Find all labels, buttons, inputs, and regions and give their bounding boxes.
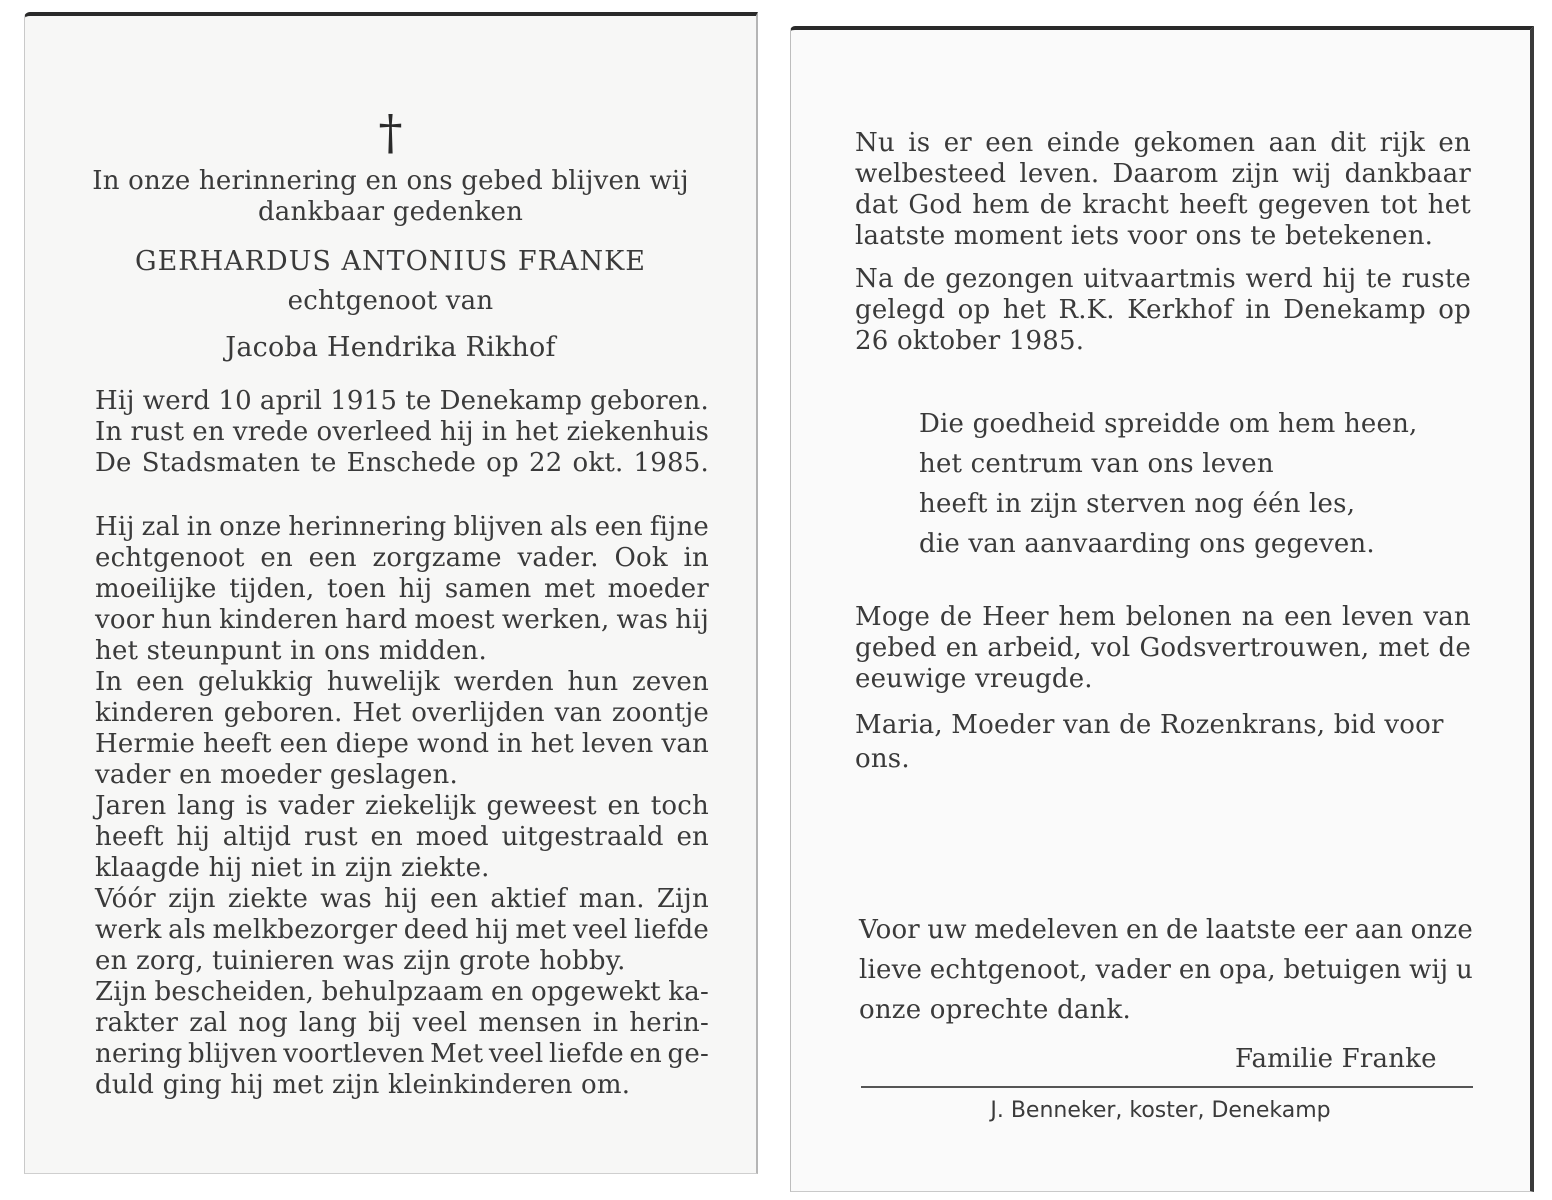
- text-line: [95, 729, 709, 760]
- word: te: [1365, 264, 1393, 294]
- word: rijk: [1379, 128, 1426, 158]
- closing-paragraph: [855, 128, 1471, 252]
- word: en: [260, 543, 293, 573]
- text-line: [95, 667, 709, 698]
- word: kinderen: [95, 698, 215, 728]
- word: ziekenhuis: [566, 417, 709, 447]
- word: Daarom: [1112, 159, 1219, 189]
- word: De: [95, 448, 132, 478]
- word: met: [544, 574, 596, 604]
- word: gelukkig: [197, 667, 314, 697]
- word: hij: [440, 417, 474, 447]
- text-line: Maria, Moeder van de Rozenkrans, bid voor: [855, 710, 1444, 740]
- text-line: [95, 605, 709, 636]
- word: overleed: [316, 417, 432, 447]
- word: er: [943, 128, 972, 158]
- word: onze: [219, 512, 282, 542]
- printer-credit: J. Benneker, koster, Denekamp: [990, 1098, 1331, 1123]
- word: wij: [1409, 955, 1449, 985]
- word: is: [908, 128, 931, 158]
- memorial-card-front: [24, 12, 758, 1174]
- word: te: [405, 386, 432, 416]
- word: 10: [218, 386, 252, 416]
- word: van: [554, 698, 603, 728]
- word: hem: [1058, 602, 1116, 632]
- word: en: [1178, 955, 1212, 985]
- word: Denekamp: [1283, 295, 1426, 325]
- word: op: [1438, 295, 1471, 325]
- word: R.K.: [1058, 295, 1115, 325]
- word: zoontje: [611, 698, 709, 728]
- word: okt.: [572, 448, 624, 478]
- word: mensen: [478, 1008, 582, 1038]
- word: gekomen: [1133, 128, 1256, 158]
- word: deed: [403, 915, 469, 945]
- word: na: [1241, 602, 1275, 632]
- word: 1985.: [633, 448, 709, 478]
- word: hij: [398, 574, 433, 604]
- word: behulpzaam: [321, 977, 484, 1007]
- word: van: [1423, 602, 1471, 632]
- text-line: [95, 512, 709, 543]
- word: met: [1378, 633, 1430, 663]
- word: hij: [176, 822, 211, 852]
- word: gegeven: [1257, 190, 1371, 220]
- word: gelegd: [855, 295, 946, 325]
- word: in: [683, 543, 709, 573]
- text-line: [855, 602, 1471, 633]
- text-line: [95, 543, 709, 574]
- word: Met: [430, 1039, 484, 1069]
- word: een: [308, 543, 357, 573]
- word: Ook: [614, 543, 668, 573]
- text-line: [95, 574, 709, 605]
- word: rust: [303, 822, 358, 852]
- word: Hermie: [95, 729, 196, 759]
- word: wond: [417, 729, 490, 759]
- word: leven: [1342, 602, 1414, 632]
- text-line: [855, 264, 1471, 295]
- text-line: het steunpunt in ons midden.: [95, 636, 487, 666]
- word: het: [515, 417, 559, 447]
- word: Enschede: [346, 448, 477, 478]
- text-line: vader en moeder geslagen.: [95, 760, 458, 790]
- text-line: [859, 910, 1473, 950]
- word: hun: [161, 605, 213, 635]
- word: overlijden: [411, 698, 545, 728]
- verse-line: het centrum van ons leven: [919, 449, 1274, 479]
- word: heeft: [95, 822, 164, 852]
- intro-line: dankbaar gedenken: [257, 197, 524, 227]
- divider-line: [861, 1086, 1473, 1088]
- word: en: [676, 822, 709, 852]
- word: voortleven: [283, 1039, 425, 1069]
- word: uitgestraald: [501, 822, 664, 852]
- word: u: [1455, 955, 1473, 985]
- word: zeven: [632, 667, 709, 697]
- word: Zijn: [95, 977, 147, 1007]
- verse-line: die van aanvaarding ons gegeven.: [919, 529, 1375, 559]
- text-line: [855, 159, 1471, 190]
- text-line: [95, 884, 709, 915]
- text-line: en zorg, tuinieren was zijn grote hobby.: [95, 946, 626, 976]
- word: herin-: [629, 1008, 709, 1038]
- word: en: [1126, 915, 1159, 945]
- thanks-paragraph: [859, 910, 1473, 1030]
- word: met: [515, 915, 567, 945]
- text-line: [855, 633, 1471, 664]
- word: welbesteed: [855, 159, 1007, 189]
- word: geboren.: [223, 698, 343, 728]
- intro-line: In onze herinnering en ons gebed blijven wij: [92, 166, 689, 196]
- word: Heer: [982, 602, 1049, 632]
- word: in: [1245, 295, 1271, 325]
- word: eer: [1303, 915, 1348, 945]
- word: onze: [1410, 915, 1473, 945]
- word: Hij: [95, 386, 135, 416]
- spouse-name: Jacoba Hendrika Rikhof: [225, 332, 556, 363]
- text-line: klaagde hij niet in zijn ziekte.: [95, 853, 490, 883]
- memory-paragraph: [95, 512, 709, 1101]
- word: kracht: [1082, 190, 1170, 220]
- word: In: [95, 417, 123, 447]
- word: echtgenoot,: [929, 955, 1088, 985]
- text-line: duld ging hij met zijn kleinkinderen om.: [95, 1070, 631, 1100]
- word: hem: [972, 190, 1030, 220]
- word: hij: [675, 605, 709, 635]
- word: dit: [1330, 128, 1367, 158]
- word: te: [310, 448, 337, 478]
- word: in: [497, 729, 523, 759]
- word: werken,: [501, 605, 610, 635]
- word: en: [945, 633, 979, 663]
- word: 22: [528, 448, 563, 478]
- text-line: eeuwige vreugde.: [855, 664, 1093, 694]
- word: uw: [927, 915, 967, 945]
- text-line: [95, 822, 709, 853]
- text-line: [855, 128, 1471, 159]
- word: Hij: [95, 512, 135, 542]
- word: werk: [95, 915, 162, 945]
- word: rust: [130, 417, 185, 447]
- word: een: [594, 512, 643, 542]
- cross-icon: †: [378, 105, 403, 161]
- word: Nu: [855, 128, 895, 158]
- text-line: [95, 977, 709, 1008]
- word: geweest: [486, 791, 597, 821]
- word: het: [530, 729, 574, 759]
- word: als: [168, 915, 206, 945]
- text-line: laatste moment iets voor ons te betekenen.: [855, 221, 1434, 251]
- word: zijn: [168, 884, 216, 914]
- word: fijne: [649, 512, 709, 542]
- word: hard: [345, 605, 408, 635]
- word: Godsvertrouwen,: [1139, 633, 1370, 663]
- word: april: [259, 386, 323, 416]
- word: vol: [1091, 633, 1131, 663]
- word: Jaren: [95, 791, 167, 821]
- word: Denekamp: [439, 386, 583, 416]
- word: huwelijk: [326, 667, 441, 697]
- word: ka-: [668, 977, 709, 1007]
- word: het: [1427, 190, 1471, 220]
- word: een: [1284, 602, 1333, 632]
- word: was: [320, 884, 372, 914]
- word: Het: [352, 698, 402, 728]
- word: kinderen: [219, 605, 339, 635]
- word: veel: [488, 1039, 544, 1069]
- text-line: ons.: [855, 744, 910, 774]
- word: en: [629, 1039, 662, 1069]
- word: van: [661, 729, 709, 759]
- word: moeder: [607, 574, 709, 604]
- word: de: [1165, 915, 1199, 945]
- word: de: [1438, 633, 1471, 663]
- word: ruste: [1401, 264, 1471, 294]
- word: Na: [855, 264, 894, 294]
- text-line: [95, 1039, 709, 1070]
- intro-text: [25, 166, 756, 228]
- word: een: [279, 729, 328, 759]
- word: blijven: [188, 1039, 278, 1069]
- verse-line: heeft in zijn sterven nog één les,: [919, 489, 1356, 519]
- word: aan: [1268, 128, 1317, 158]
- word: een: [136, 667, 185, 697]
- word: lieve: [859, 955, 923, 985]
- word: heeft: [203, 729, 272, 759]
- word: werden: [453, 667, 554, 697]
- word: belonen: [1125, 602, 1232, 632]
- maria-invocation: [855, 708, 1471, 776]
- word: in: [592, 1008, 619, 1038]
- word: herinnering: [288, 512, 447, 542]
- text-line: [859, 950, 1473, 990]
- word: uitvaartmis: [1083, 264, 1236, 294]
- text-line: [95, 1008, 709, 1039]
- word: arbeid,: [987, 633, 1083, 663]
- word: melkbezorger: [212, 915, 398, 945]
- word: de: [903, 264, 936, 294]
- word: tot: [1380, 190, 1418, 220]
- word: veel: [412, 1008, 468, 1038]
- word: zijn: [1231, 159, 1280, 189]
- word: en: [490, 977, 524, 1007]
- word: Vóór: [95, 884, 156, 914]
- word: einde: [1046, 128, 1121, 158]
- text-line: [95, 698, 709, 729]
- word: moed: [415, 822, 489, 852]
- word: is: [245, 791, 268, 821]
- text-line: [95, 386, 709, 417]
- word: werd: [142, 386, 211, 416]
- word: als: [550, 512, 588, 542]
- word: Voor: [859, 915, 920, 945]
- word: aktief: [490, 884, 567, 914]
- word: op: [957, 295, 991, 325]
- word: moest: [414, 605, 495, 635]
- word: hun: [567, 667, 619, 697]
- word: zal: [189, 1008, 228, 1038]
- text-line: [95, 448, 709, 479]
- word: opgewekt: [531, 977, 661, 1007]
- word: een: [430, 884, 479, 914]
- deceased-name: GERHARDUS ANTONIUS FRANKE: [135, 246, 646, 277]
- word: was: [616, 605, 669, 635]
- word: medeleven: [974, 915, 1119, 945]
- word: hij: [384, 884, 418, 914]
- word: en: [1438, 128, 1471, 158]
- word: God: [908, 190, 963, 220]
- word: nering: [95, 1039, 183, 1069]
- word: ziekelijk: [365, 791, 476, 821]
- word: op: [486, 448, 519, 478]
- word: vader.: [517, 543, 599, 573]
- word: opa,: [1219, 955, 1276, 985]
- word: altijd: [222, 822, 292, 852]
- text-line: onze oprechte dank.: [859, 995, 1131, 1025]
- memorial-card-back: [790, 26, 1534, 1192]
- text-line: [855, 190, 1471, 221]
- word: Kerkhof: [1127, 295, 1233, 325]
- word: vrede: [232, 417, 309, 447]
- word: hij: [475, 915, 509, 945]
- word: liefde: [548, 1039, 624, 1069]
- word: een: [985, 128, 1034, 158]
- word: Stadsmaten: [141, 448, 301, 478]
- signature: Familie Franke: [1235, 1044, 1437, 1074]
- burial-paragraph: [855, 264, 1471, 357]
- word: en: [370, 822, 404, 852]
- word: zorgzame: [372, 543, 502, 573]
- word: laatste: [1205, 915, 1297, 945]
- word: betuigen: [1283, 955, 1402, 985]
- text-line: [95, 417, 709, 448]
- word: voor: [95, 605, 155, 635]
- word: Moge: [855, 602, 931, 632]
- word: lang: [177, 791, 236, 821]
- text-line: [855, 295, 1471, 326]
- word: toen: [326, 574, 387, 604]
- word: toch: [650, 791, 709, 821]
- word: heeft: [1179, 190, 1248, 220]
- word: de: [939, 602, 973, 632]
- verse: [919, 404, 1418, 564]
- word: leven.: [1019, 159, 1100, 189]
- word: leven: [581, 729, 654, 759]
- text-line: [95, 791, 709, 822]
- spouse-label: echtgenoot van: [287, 286, 494, 316]
- word: in: [481, 417, 508, 447]
- text-line: [95, 915, 709, 946]
- word: man.: [578, 884, 645, 914]
- word: bescheiden,: [154, 977, 315, 1007]
- word: blijven: [453, 512, 544, 542]
- word: veel: [572, 915, 628, 945]
- word: aan: [1354, 915, 1404, 945]
- word: Zijn: [656, 884, 709, 914]
- word: dat: [855, 190, 899, 220]
- word: rakter: [95, 1008, 179, 1038]
- word: ge-: [667, 1039, 709, 1069]
- word: werd: [1245, 264, 1313, 294]
- word: en: [607, 791, 641, 821]
- word: in: [186, 512, 213, 542]
- word: echtgenoot: [95, 543, 245, 573]
- text-line: 26 oktober 1985.: [855, 326, 1085, 356]
- word: hij: [1322, 264, 1357, 294]
- word: gebed: [855, 633, 937, 663]
- word: geboren.: [590, 386, 709, 416]
- word: ziekte: [227, 884, 309, 914]
- word: nog: [238, 1008, 288, 1038]
- word: tijden,: [229, 574, 315, 604]
- birth-death-paragraph: [95, 386, 709, 479]
- word: vader: [1095, 955, 1172, 985]
- word: de: [1039, 190, 1073, 220]
- word: dankbaar: [1344, 159, 1471, 189]
- word: zal: [141, 512, 180, 542]
- word: diepe: [335, 729, 410, 759]
- word: 1915: [330, 386, 398, 416]
- word: moeilijke: [95, 574, 217, 604]
- prayer-paragraph: [855, 602, 1471, 695]
- word: het: [1002, 295, 1046, 325]
- word: samen: [444, 574, 532, 604]
- verse-line: Die goedheid spreidde om hem heen,: [919, 409, 1418, 439]
- word: bij: [368, 1008, 402, 1038]
- word: vader: [278, 791, 355, 821]
- word: liefde: [634, 915, 709, 945]
- word: In: [95, 667, 123, 697]
- word: en: [192, 417, 225, 447]
- word: lang: [299, 1008, 358, 1038]
- word: wij: [1292, 159, 1332, 189]
- word: gezongen: [945, 264, 1074, 294]
